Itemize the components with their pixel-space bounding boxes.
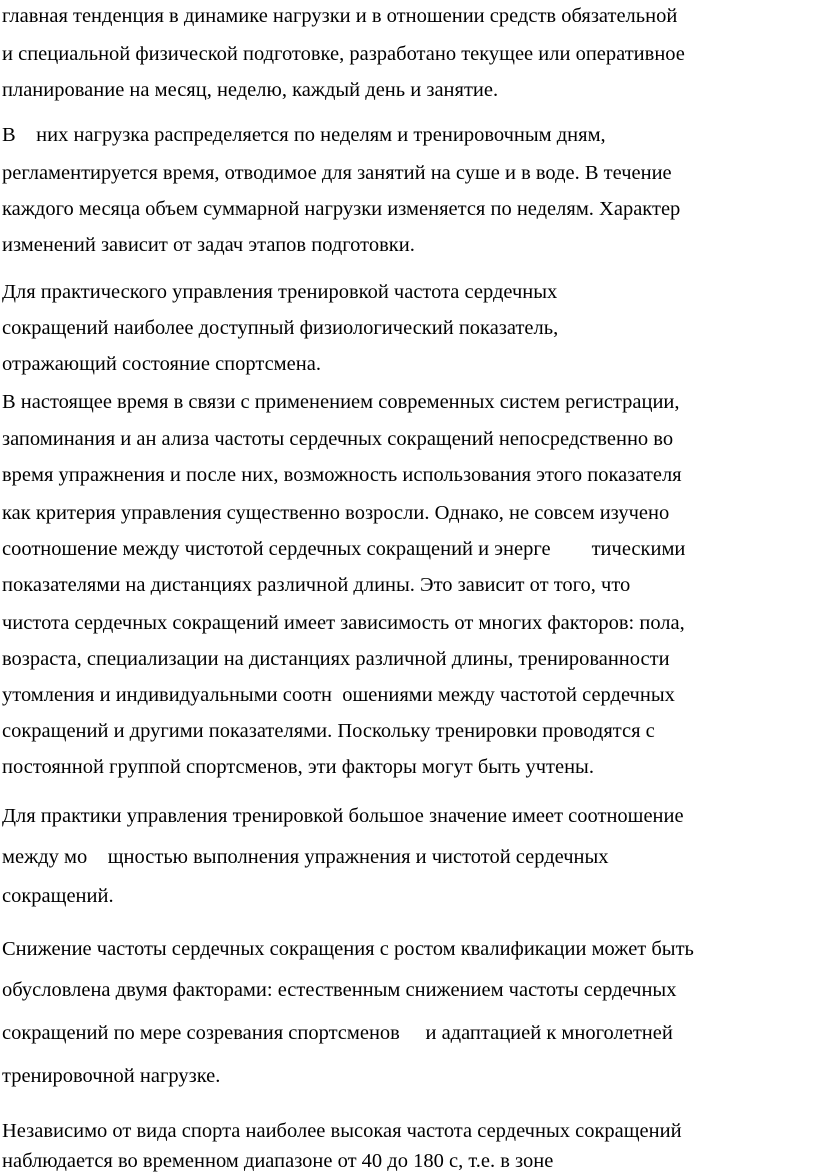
text-line: В них нагрузка распределяется по неделям и тренировочным дням, — [2, 124, 606, 146]
text-line: сокращений. — [2, 885, 114, 907]
text-line: постоянной группой спортсменов, эти факторы могут быть учтены. — [2, 756, 594, 778]
text-line: показателями на дистанциях различной длины. Это зависит от того, что — [2, 574, 631, 596]
text-line: сокращений и другими показателями. Поскольку тренировки проводятся с — [2, 720, 655, 742]
text-line: соотношение между чистотой сердечных сокращений и энерге тическими — [2, 538, 686, 560]
text-line: отражающий состояние спортсмена. — [2, 353, 321, 375]
text-line: тренировочной нагрузке. — [2, 1065, 221, 1087]
text-line: время упражнения и после них, возможность использования этого показателя — [2, 464, 682, 486]
text-line: запоминания и ан ализа частоты сердечных сокращений непосредственно во — [2, 428, 674, 450]
text-line: возраста, специализации на дистанциях различной длины, тренированности — [2, 648, 670, 670]
text-line: Независимо от вида спорта наиболее высокая частота сердечных сокращений — [2, 1120, 682, 1142]
text-line: утомления и индивидуальными соотн ошениями между частотой сердечных — [2, 684, 675, 706]
text-line: главная тенденция в динамике нагрузки и в отношении средств обязательной — [2, 5, 678, 27]
text-line: планирование на месяц, неделю, каждый день и занятие. — [2, 79, 499, 101]
text-line: чистота сердечных сокращений имеет зависимость от многих факторов: пола, — [2, 612, 685, 634]
text-line: Для практического управления тренировкой частота сердечных — [2, 281, 558, 303]
text-line: изменений зависит от задач этапов подготовки. — [2, 234, 415, 256]
text-line: как критерия управления существенно возросли. Однако, не совсем изучено — [2, 502, 670, 524]
text-line: Для практики управления тренировкой большое значение имеет соотношение — [2, 805, 684, 827]
text-line: В настоящее время в связи с применением современных систем регистрации, — [2, 391, 680, 413]
text-line: между мо щностью выполнения упражнения и чистотой сердечных — [2, 846, 609, 868]
text-line: и специальной физической подготовке, разработано текущее или оперативное — [2, 43, 685, 65]
text-line: обусловлена двумя факторами: естественным снижением частоты сердечных — [2, 979, 677, 1001]
text-line: регламентируется время, отводимое для занятий на суше и в воде. В течение — [2, 162, 672, 184]
text-line: каждого месяца объем суммарной нагрузки изменяется по неделям. Характер — [2, 198, 681, 220]
text-line: наблюдается во временном диапазоне от 40 до 180 с, т.е. в зоне — [2, 1150, 554, 1172]
text-line: сокращений по мере созревания спортсменов и адаптацией к многолетней — [2, 1022, 673, 1044]
text-line: Снижение частоты сердечных сокращения с ростом квалификации может быть — [2, 938, 694, 960]
text-line: сокращений наиболее доступный физиологический показатель, — [2, 317, 559, 339]
